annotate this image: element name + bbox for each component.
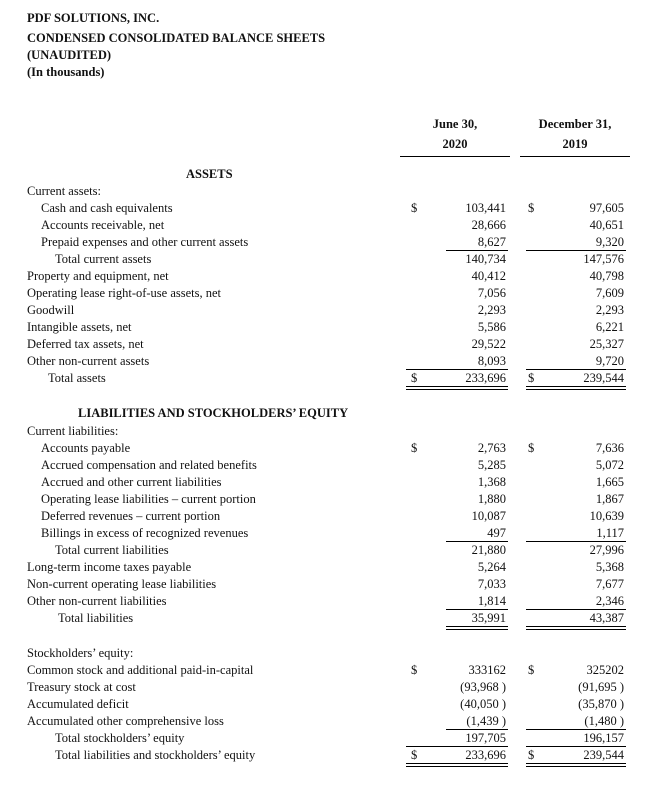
value-december-2019: 9,720 xyxy=(595,354,624,368)
value-june-2020: 1,368 xyxy=(477,475,506,489)
value-june-2020: 1,814 xyxy=(477,594,506,608)
table-row xyxy=(0,251,660,268)
value-december-2019: (91,695 ) xyxy=(578,680,624,694)
unaudited-label: (UNAUDITED) xyxy=(27,48,112,62)
column-header-date: June 30, xyxy=(432,117,478,131)
table-row xyxy=(0,525,660,542)
value-june-2020: 40,412 xyxy=(471,269,506,283)
assets-heading: ASSETS xyxy=(186,167,233,181)
table-row xyxy=(0,559,660,576)
underline xyxy=(406,369,508,370)
table-row xyxy=(0,474,660,491)
value-december-2019: 5,368 xyxy=(595,560,624,574)
column-header-december-2019 xyxy=(520,114,630,157)
row-label: Common stock and additional paid-in-capital xyxy=(27,663,254,677)
row-label: Total assets xyxy=(48,371,106,385)
table-row xyxy=(0,302,660,319)
underline xyxy=(526,746,626,747)
value-june-2020: 233,696 xyxy=(465,371,506,385)
row-label: Accounts receivable, net xyxy=(41,218,165,232)
value-june-2020: 140,734 xyxy=(465,252,506,266)
value-june-2020: 7,056 xyxy=(477,286,506,300)
value-june-2020: 10,087 xyxy=(471,509,506,523)
value-june-2020: 7,033 xyxy=(477,577,506,591)
row-label: Accrued and other current liabilities xyxy=(41,475,222,489)
row-label: Accumulated deficit xyxy=(27,697,129,711)
value-june-2020: 5,586 xyxy=(477,320,506,334)
table-row xyxy=(0,593,660,610)
table-row xyxy=(0,217,660,234)
row-label: Intangible assets, net xyxy=(27,320,132,334)
value-december-2019: 1,117 xyxy=(596,526,624,540)
value-june-2020: (93,968 ) xyxy=(460,680,506,694)
double-underline xyxy=(526,626,626,630)
value-december-2019: 7,609 xyxy=(595,286,624,300)
row-label: Current liabilities: xyxy=(27,424,119,438)
currency-symbol: $ xyxy=(528,371,535,385)
column-header-june-2020 xyxy=(400,114,510,157)
table-row xyxy=(0,370,660,387)
table-row xyxy=(0,423,660,440)
value-december-2019: 325202 xyxy=(586,663,624,677)
row-label: Treasury stock at cost xyxy=(27,680,136,694)
double-underline xyxy=(406,763,508,767)
row-label: Billings in excess of recognized revenues xyxy=(41,526,249,540)
double-underline xyxy=(406,386,508,390)
table-row xyxy=(0,610,660,627)
table-row xyxy=(0,183,660,200)
value-june-2020: 8,093 xyxy=(477,354,506,368)
value-june-2020: 2,763 xyxy=(477,441,506,455)
row-label: Total current liabilities xyxy=(55,543,169,557)
value-june-2020: 103,441 xyxy=(465,201,506,215)
value-december-2019: 10,639 xyxy=(589,509,624,523)
row-label: Accumulated other comprehensive loss xyxy=(27,714,224,728)
table-row xyxy=(0,336,660,353)
value-december-2019: 1,665 xyxy=(595,475,624,489)
value-june-2020: 2,293 xyxy=(477,303,506,317)
double-underline xyxy=(526,386,626,390)
value-december-2019: 7,636 xyxy=(595,441,624,455)
value-december-2019: 2,346 xyxy=(595,594,624,608)
row-label: Total current assets xyxy=(55,252,152,266)
currency-symbol: $ xyxy=(411,371,418,385)
table-row xyxy=(0,645,660,662)
currency-symbol: $ xyxy=(528,441,535,455)
row-label: Property and equipment, net xyxy=(27,269,169,283)
row-label: Prepaid expenses and other current assets xyxy=(41,235,249,249)
double-underline xyxy=(526,763,626,767)
table-row xyxy=(0,576,660,593)
table-row xyxy=(0,268,660,285)
value-december-2019: 1,867 xyxy=(595,492,624,506)
value-december-2019: 40,798 xyxy=(589,269,624,283)
value-december-2019: 6,221 xyxy=(595,320,624,334)
value-december-2019: 147,576 xyxy=(583,252,624,266)
value-june-2020: 333162 xyxy=(468,663,506,677)
value-december-2019: 196,157 xyxy=(583,731,624,745)
value-june-2020: 1,880 xyxy=(477,492,506,506)
value-june-2020: 233,696 xyxy=(465,748,506,762)
value-december-2019: 43,387 xyxy=(589,611,624,625)
row-label: Accounts payable xyxy=(41,441,131,455)
value-december-2019: 27,996 xyxy=(589,543,624,557)
value-june-2020: (1,439 ) xyxy=(466,714,506,728)
value-june-2020: 35,991 xyxy=(471,611,506,625)
table-row xyxy=(0,200,660,217)
value-december-2019: 25,327 xyxy=(589,337,624,351)
table-row xyxy=(0,440,660,457)
row-label: Deferred tax assets, net xyxy=(27,337,144,351)
row-label: Operating lease liabilities – current portion xyxy=(41,492,256,506)
table-row xyxy=(0,353,660,370)
value-june-2020: 197,705 xyxy=(465,731,506,745)
value-june-2020: (40,050 ) xyxy=(460,697,506,711)
value-december-2019: 2,293 xyxy=(595,303,624,317)
liabilities-equity-heading: LIABILITIES AND STOCKHOLDERS’ EQUITY xyxy=(78,406,349,420)
row-label: Long-term income taxes payable xyxy=(27,560,192,574)
currency-symbol: $ xyxy=(411,441,418,455)
row-label: Other non-current assets xyxy=(27,354,150,368)
row-label: Other non-current liabilities xyxy=(27,594,167,608)
underline xyxy=(526,369,626,370)
row-label: Total liabilities xyxy=(58,611,134,625)
currency-symbol: $ xyxy=(411,663,418,677)
row-label: Total stockholders’ equity xyxy=(55,731,185,745)
value-december-2019: 9,320 xyxy=(595,235,624,249)
row-label: Operating lease right-of-use assets, net xyxy=(27,286,222,300)
table-row xyxy=(0,542,660,559)
table-row xyxy=(0,319,660,336)
value-june-2020: 497 xyxy=(487,526,506,540)
table-row xyxy=(0,508,660,525)
table-row xyxy=(0,747,660,764)
value-december-2019: 5,072 xyxy=(595,458,624,472)
table-row xyxy=(0,679,660,696)
value-december-2019: 97,605 xyxy=(589,201,624,215)
double-underline xyxy=(446,626,508,630)
value-december-2019: (1,480 ) xyxy=(584,714,624,728)
table-row xyxy=(0,662,660,679)
row-label: Current assets: xyxy=(27,184,101,198)
value-december-2019: 40,651 xyxy=(589,218,624,232)
value-december-2019: 7,677 xyxy=(595,577,624,591)
value-june-2020: 29,522 xyxy=(471,337,506,351)
units-label: (In thousands) xyxy=(27,65,105,79)
value-june-2020: 28,666 xyxy=(471,218,506,232)
value-december-2019: 239,544 xyxy=(583,748,624,762)
value-june-2020: 21,880 xyxy=(471,543,506,557)
currency-symbol: $ xyxy=(528,201,535,215)
currency-symbol: $ xyxy=(411,748,418,762)
table-row xyxy=(0,696,660,713)
table-row xyxy=(0,730,660,747)
row-label: Cash and cash equivalents xyxy=(41,201,173,215)
currency-symbol: $ xyxy=(528,663,535,677)
value-december-2019: (35,870 ) xyxy=(578,697,624,711)
row-label: Accrued compensation and related benefits xyxy=(41,458,257,472)
table-row xyxy=(0,491,660,508)
value-june-2020: 5,285 xyxy=(477,458,506,472)
table-row xyxy=(0,234,660,251)
row-label: Total liabilities and stockholders’ equity xyxy=(55,748,256,762)
column-header-year: 2020 xyxy=(400,134,510,157)
table-row xyxy=(0,457,660,474)
row-label: Deferred revenues – current portion xyxy=(41,509,221,523)
company-name: PDF SOLUTIONS, INC. xyxy=(27,11,160,25)
value-june-2020: 8,627 xyxy=(477,235,506,249)
table-row xyxy=(0,285,660,302)
value-june-2020: 5,264 xyxy=(477,560,506,574)
column-header-date: December 31, xyxy=(538,117,612,131)
underline xyxy=(406,746,508,747)
currency-symbol: $ xyxy=(411,201,418,215)
column-header-year: 2019 xyxy=(520,134,630,157)
row-label: Goodwill xyxy=(27,303,75,317)
row-label: Non-current operating lease liabilities xyxy=(27,577,217,591)
row-label: Stockholders’ equity: xyxy=(27,646,134,660)
currency-symbol: $ xyxy=(528,748,535,762)
table-row xyxy=(0,713,660,730)
value-december-2019: 239,544 xyxy=(583,371,624,385)
statement-title: CONDENSED CONSOLIDATED BALANCE SHEETS xyxy=(27,31,326,45)
